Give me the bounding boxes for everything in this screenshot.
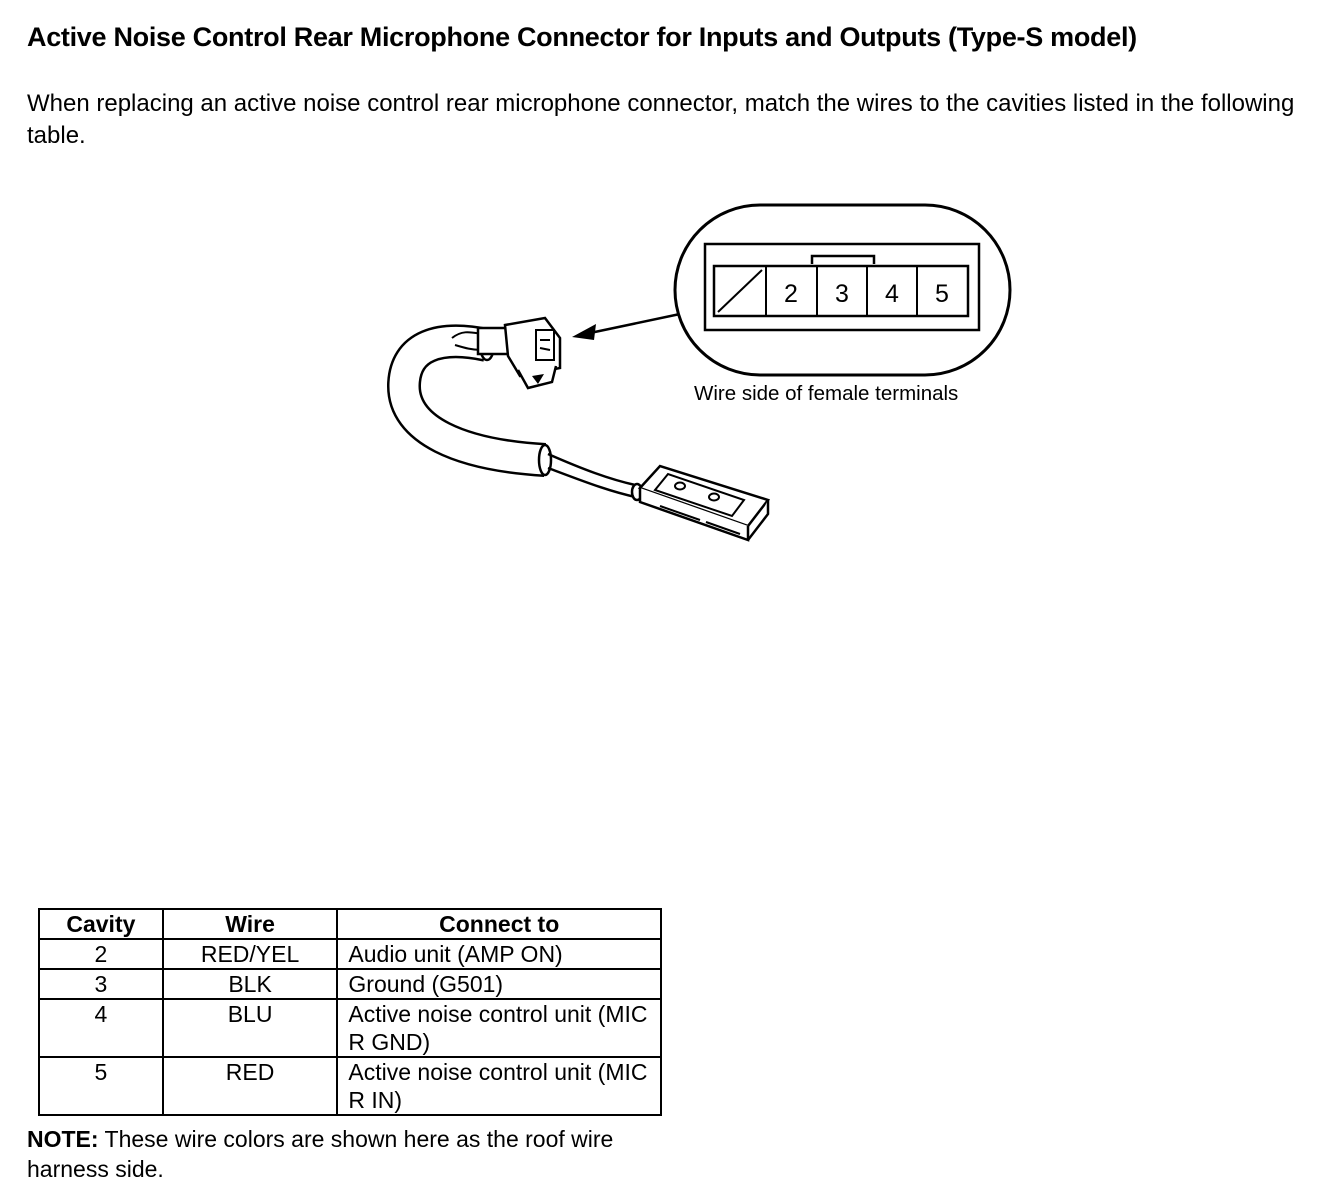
table-header-row <box>39 909 661 939</box>
cell-cavity: 3 <box>39 969 163 999</box>
header-connect-to: Connect to <box>337 909 661 939</box>
cell-connect-to: Ground (G501) <box>337 969 661 999</box>
table-row <box>39 1057 661 1115</box>
pointer-arrow <box>572 314 680 340</box>
terminal-label-4: 4 <box>885 280 899 308</box>
diagram-caption: Wire side of female terminals <box>694 382 959 405</box>
page-title: Active Noise Control Rear Microphone Connector for Inputs and Outputs (Type-S model) <box>27 22 1137 52</box>
cell-connect-to: Audio unit (AMP ON) <box>337 939 661 969</box>
terminal-label-5: 5 <box>935 280 949 308</box>
terminal-label-2: 2 <box>784 280 798 308</box>
cell-connect-to: Active noise control unit (MIC R IN) <box>337 1057 661 1115</box>
table-row <box>39 999 661 1057</box>
cell-wire: RED <box>163 1057 338 1115</box>
header-wire: Wire <box>163 909 338 939</box>
cell-connect-to: Active noise control unit (MIC R GND) <box>337 999 661 1057</box>
header-cavity: Cavity <box>39 909 163 939</box>
note-text <box>27 1124 667 1184</box>
cavity-table <box>38 908 662 1116</box>
table-row <box>39 969 661 999</box>
cell-wire: RED/YEL <box>163 939 338 969</box>
note-body: These wire colors are shown here as the roof wire harness side. <box>27 1126 614 1182</box>
intro-text: When replacing an active noise control rear microphone connector, match the wires to the cavities listed in the following table. <box>27 90 1295 149</box>
plug-connector-illustration <box>478 318 560 388</box>
microphone-unit-illustration <box>640 466 768 540</box>
terminal-label-3: 3 <box>835 280 849 308</box>
cell-cavity: 2 <box>39 939 163 969</box>
cell-wire: BLU <box>163 999 338 1057</box>
terminal-callout <box>675 205 1010 375</box>
cell-wire: BLK <box>163 969 338 999</box>
cell-cavity: 4 <box>39 999 163 1057</box>
cell-cavity: 5 <box>39 1057 163 1115</box>
connector-diagram <box>0 0 1344 600</box>
table-row <box>39 939 661 969</box>
note-label: NOTE: <box>27 1126 99 1152</box>
